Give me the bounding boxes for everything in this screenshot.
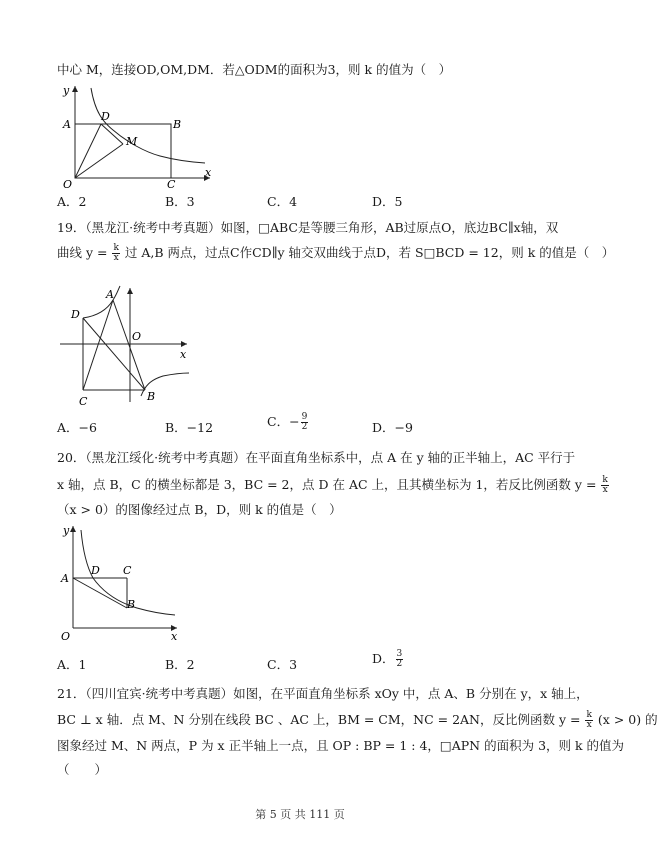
q20-option-d [372, 649, 404, 669]
q19-label-B: B [147, 390, 156, 403]
q19-label-D: D [71, 308, 80, 321]
q19-line2-a: 曲线 y = [57, 245, 108, 260]
q21-line2 [57, 711, 658, 730]
q20-line2-a: x 轴，点 B，C 的横坐标都是 3，BC = 2，点 D 在 AC 上，且其横坐标为 1，若反比例函数 y = [57, 477, 597, 492]
q19-option-b: B．−12 [165, 420, 214, 435]
q20-option-d-den: 2 [396, 659, 403, 669]
q20-label-A: A [61, 572, 69, 585]
q20-figure [55, 522, 185, 642]
q21-frac-num: k [586, 710, 592, 720]
q18-label-A: A [63, 118, 71, 131]
q19-label-x: x [180, 348, 187, 361]
q19-label-C: C [79, 395, 88, 408]
q20-line2 [57, 476, 610, 495]
q19-option-c-den: 2 [301, 422, 308, 432]
q18-option-b: B．3 [165, 194, 195, 209]
q20-label-y: y [63, 524, 70, 537]
q21-frac-den: x [586, 720, 592, 730]
q20-option-a: A．1 [57, 657, 87, 672]
q20-option-b: B．2 [165, 657, 195, 672]
q21-line2-a: BC ⊥ x 轴．点 M、N 分别在线段 BC 、AC 上，BM = CM，NC = 2AN，反比例函数 y = [57, 712, 581, 727]
q18-option-d: D．5 [372, 194, 403, 209]
q20-option-d-num: 3 [396, 649, 403, 659]
q19-label-O: O [132, 330, 142, 343]
q18-label-M: M [126, 135, 138, 148]
q20-label-B: B [127, 598, 136, 611]
q19-frac-num: k [113, 243, 119, 253]
q18-label-y: y [63, 84, 70, 97]
q19-option-c-num: 9 [301, 412, 308, 422]
q20-frac-num: k [602, 475, 608, 485]
q19-option-c-sign: − [289, 414, 300, 429]
q20-option-d-frac [396, 650, 404, 669]
q20-label-D: D [91, 564, 100, 577]
q20-label-C: C [123, 564, 132, 577]
q19-option-a: A．−6 [57, 420, 97, 435]
q18-option-a: A．2 [57, 194, 87, 209]
q18-label-x: x [205, 166, 212, 179]
q20-option-d-label: D． [372, 651, 395, 666]
q18-label-D: D [101, 110, 110, 123]
q18-label-C: C [167, 178, 176, 191]
q19-fraction [112, 244, 119, 263]
q19-option-c-label: C． [267, 414, 290, 429]
q20-option-c: C．3 [267, 657, 298, 672]
q21-line3: 图象经过 M、N 两点，P 为 x 正半轴上一点，且 OP : BP = 1 : 4，□APN 的面积为 3，则 k 的值为 [57, 738, 625, 753]
q18-option-c: C．4 [267, 194, 298, 209]
q20-label-x: x [171, 630, 178, 643]
q20-line3: （x > 0）的图像经过点 B，D，则 k 的值是（ ） [57, 502, 342, 517]
q19-line1: 19．（黑龙江·统考中考真题）如图，□ABC是等腰三角形，AB过原点O，底边BC∥x轴，双 [57, 220, 559, 235]
q18-label-B: B [173, 118, 182, 131]
q21-line1: 21．（四川宜宾·统考中考真题）如图，在平面直角坐标系 xOy 中，点 A、B 分别在 y，x 轴上， [57, 686, 589, 701]
q19-line2-b: 过 A,B 两点，过点C作CD∥y 轴交双曲线于点D，若 S□BCD = 12，则 k 的值是（ ） [124, 245, 615, 260]
q18-label-O: O [63, 178, 73, 191]
q19-option-c-frac [301, 413, 309, 432]
q19-figure [55, 282, 205, 410]
q21-fraction [585, 711, 592, 730]
q20-fraction [601, 476, 608, 495]
q21-line2-b: (x > 0) 的 [597, 712, 658, 727]
q19-option-d: D．−9 [372, 420, 413, 435]
q18-text: 中心 M，连接OD,OM,DM．若△ODM的面积为3，则 k 的值为（ ） [57, 62, 452, 77]
q20-line1: 20．（黑龙江绥化·统考中考真题）在平面直角坐标系中，点 A 在 y 轴的正半轴上，AC 平行于 [57, 450, 576, 465]
q19-line2 [57, 244, 614, 263]
page-footer: 第 5 页 共 111 页 [255, 808, 345, 821]
q19-frac-den: x [113, 253, 119, 263]
q18-figure [55, 82, 215, 190]
q21-line4: （ ） [57, 762, 108, 777]
q20-label-O: O [61, 630, 71, 643]
q19-option-c [267, 412, 309, 432]
q20-frac-den: x [602, 485, 608, 495]
q19-label-A: A [106, 288, 114, 301]
